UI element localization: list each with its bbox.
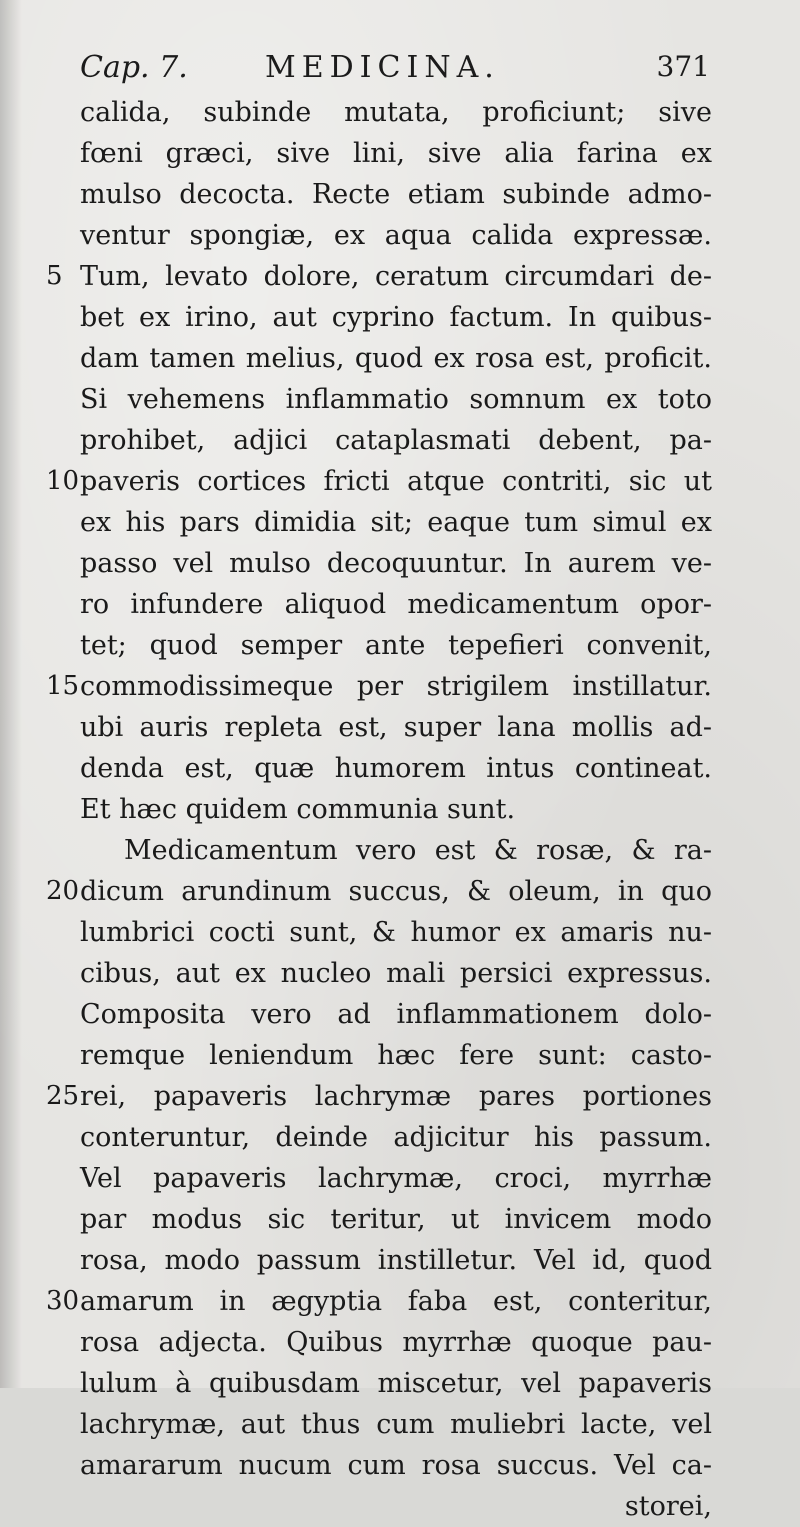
line-text: commodissimeque per strigilem instillatur. xyxy=(80,671,712,702)
text-line xyxy=(46,1281,712,1322)
text-line xyxy=(80,1322,712,1363)
text-line xyxy=(80,584,712,625)
text-line xyxy=(80,379,712,420)
text-line xyxy=(80,994,712,1035)
line-text: Et hæc quidem communia sunt. xyxy=(80,794,516,825)
text-line xyxy=(80,953,712,994)
line-text: lachrymæ, aut thus cum muliebri lacte, vel xyxy=(80,1409,712,1440)
line-text: Composita vero ad inflammationem dolo- xyxy=(80,999,712,1030)
line-number: 5 xyxy=(46,261,63,291)
text-line xyxy=(46,1076,712,1117)
line-text: tet; quod semper ante tepefieri convenit, xyxy=(80,630,712,661)
text-line xyxy=(80,1199,712,1240)
page-number: 371 xyxy=(656,50,710,83)
text-line xyxy=(80,502,712,543)
line-text: lumbrici cocti sunt, & humor ex amaris nu- xyxy=(80,917,712,948)
line-text: mulso decocta. Recte etiam subinde admo- xyxy=(80,179,712,210)
text-line xyxy=(80,1158,712,1199)
line-text: rosa, modo passum instilletur. Vel id, quod xyxy=(80,1245,712,1276)
line-text: prohibet, adjici cataplasmati debent, pa- xyxy=(80,425,712,456)
line-text: amararum nucum cum rosa succus. Vel ca- xyxy=(80,1450,712,1481)
line-number: 10 xyxy=(46,466,80,496)
line-number: 30 xyxy=(46,1286,80,1316)
line-number: 20 xyxy=(46,876,80,906)
line-number: 15 xyxy=(46,671,80,701)
text-line xyxy=(80,543,712,584)
text-line xyxy=(46,666,712,707)
text-line xyxy=(80,297,712,338)
line-text: fœni græci, sive lini, sive alia farina ex xyxy=(80,138,712,169)
line-text: rosa adjecta. Quibus myrrhæ quoque pau- xyxy=(80,1327,712,1358)
line-text: dam tamen melius, quod ex rosa est, proficit. xyxy=(80,343,712,374)
text-line xyxy=(80,830,712,871)
line-text: denda est, quæ humorem intus contineat. xyxy=(80,753,712,784)
line-text: lulum à quibusdam miscetur, vel papaveris xyxy=(80,1368,712,1399)
text-line xyxy=(80,338,712,379)
text-line xyxy=(80,1363,712,1404)
text-line xyxy=(80,133,712,174)
line-text: bet ex irino, aut cyprino factum. In quibus- xyxy=(80,302,712,333)
text-line xyxy=(46,871,712,912)
text-line xyxy=(80,748,712,789)
text-line xyxy=(80,912,712,953)
text-line xyxy=(80,625,712,666)
line-text: remque leniendum hæc fere sunt: casto- xyxy=(80,1040,712,1071)
text-line xyxy=(46,461,712,502)
line-text: Si vehemens inflammatio somnum ex toto xyxy=(80,384,712,415)
running-header xyxy=(80,46,710,90)
line-text: par modus sic teritur, ut invicem modo xyxy=(80,1204,712,1235)
line-text: amarum in ægyptia faba est, conteritur, xyxy=(80,1286,712,1317)
text-line xyxy=(80,1240,712,1281)
catchword: storei, xyxy=(624,1491,712,1522)
text-line xyxy=(80,707,712,748)
line-text: cibus, aut ex nucleo mali persici expressus. xyxy=(80,958,712,989)
text-line xyxy=(46,256,712,297)
line-number: 25 xyxy=(46,1081,80,1111)
text-line xyxy=(80,420,712,461)
line-text: ubi auris repleta est, super lana mollis ad- xyxy=(80,712,712,743)
text-line xyxy=(80,1035,712,1076)
chapter-label: Cap. 7. xyxy=(80,50,188,85)
text-line xyxy=(80,1117,712,1158)
running-title: MEDICINA. xyxy=(265,50,500,85)
line-text: passo vel mulso decoquuntur. In aurem ve- xyxy=(80,548,712,579)
text-line xyxy=(80,789,712,830)
text-line xyxy=(80,215,712,256)
text-line xyxy=(80,1404,712,1445)
line-text: dicum arundinum succus, & oleum, in quo xyxy=(80,876,712,907)
line-text: conteruntur, deinde adjicitur his passum. xyxy=(80,1122,712,1153)
line-text: paveris cortices fricti atque contriti, sic ut xyxy=(80,466,712,497)
line-text: Tum, levato dolore, ceratum circumdari de- xyxy=(80,261,712,292)
line-text: ventur spongiæ, ex aqua calida expressæ. xyxy=(80,220,712,251)
line-text: calida, subinde mutata, proficiunt; sive xyxy=(80,97,712,128)
text-line xyxy=(80,174,712,215)
line-text: rei, papaveris lachrymæ pares portiones xyxy=(80,1081,712,1112)
line-text: ro infundere aliquod medicamentum opor- xyxy=(80,589,712,620)
line-text: Medicamentum vero est & rosæ, & ra- xyxy=(124,835,712,866)
line-text: ex his pars dimidia sit; eaque tum simul ex xyxy=(80,507,712,538)
body-text xyxy=(46,92,712,1527)
line-text: Vel papaveris lachrymæ, croci, myrrhæ xyxy=(80,1163,712,1194)
text-line xyxy=(80,92,712,133)
text-line xyxy=(80,1445,712,1486)
